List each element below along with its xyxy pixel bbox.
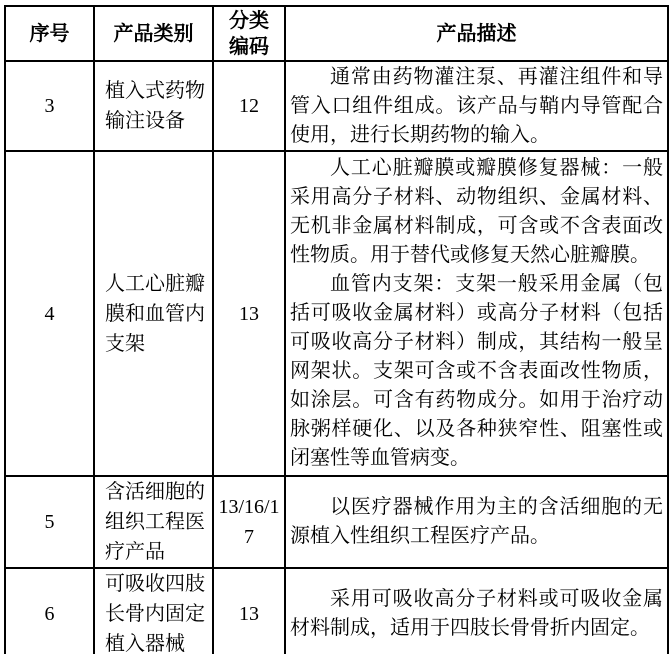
description-paragraph: 血管内支架：支架一般采用金属（包括可吸收金属材料）或高分子材料（包括可吸收高分子材料）制成，其结构一般呈网架状。支架可含或不含表面改性物质，如涂层。可含有药物成分。如用于治疗动脉粥样硬化、以及各种狭窄性、阻塞性或闭塞性等血管病变。 bbox=[290, 273, 663, 469]
description-paragraph: 以医疗器械作用为主的含活细胞的无源植入性组织工程医疗产品。 bbox=[290, 496, 663, 547]
cell-product-description bbox=[285, 151, 668, 476]
cell-product-description bbox=[285, 61, 668, 151]
column-header-product-category: 产品类别 bbox=[94, 6, 213, 61]
cell-product-category: 人工心脏瓣膜和血管内支架 bbox=[94, 151, 213, 476]
cell-product-category: 含活细胞的组织工程医疗产品 bbox=[94, 476, 213, 568]
cell-product-description bbox=[285, 476, 668, 568]
table-row bbox=[5, 568, 668, 654]
table-row bbox=[5, 476, 668, 568]
description-paragraph: 人工心脏瓣膜或瓣膜修复器械：一般采用高分子材料、动物组织、金属材料、无机非金属材料制成，可含或不含表面改性物质。用于替代或修复天然心脏瓣膜。 bbox=[290, 157, 663, 266]
cell-product-description bbox=[285, 568, 668, 654]
cell-serial-number: 5 bbox=[5, 476, 94, 568]
description-paragraph: 采用可吸收高分子材料或可吸收金属材料制成，适用于四肢长骨骨折内固定。 bbox=[290, 588, 663, 639]
cell-serial-number: 6 bbox=[5, 568, 94, 654]
column-header-serial-number: 序号 bbox=[5, 6, 94, 61]
cell-classification-code: 13/16/17 bbox=[213, 476, 285, 568]
cell-classification-code: 13 bbox=[213, 151, 285, 476]
product-classification-table bbox=[4, 5, 669, 654]
table-row bbox=[5, 151, 668, 476]
cell-product-category: 植入式药物输注设备 bbox=[94, 61, 213, 151]
cell-product-category: 可吸收四肢长骨内固定植入器械 bbox=[94, 568, 213, 654]
column-header-product-description: 产品描述 bbox=[285, 6, 668, 61]
table-row bbox=[5, 61, 668, 151]
description-paragraph: 通常由药物灌注泵、再灌注组件和导管入口组件组成。该产品与鞘内导管配合使用，进行长期药物的输入。 bbox=[290, 65, 663, 146]
cell-classification-code: 12 bbox=[213, 61, 285, 151]
column-header-classification-code: 分类编码 bbox=[213, 6, 285, 61]
cell-serial-number: 4 bbox=[5, 151, 94, 476]
table-header-row bbox=[5, 6, 668, 61]
cell-serial-number: 3 bbox=[5, 61, 94, 151]
cell-classification-code: 13 bbox=[213, 568, 285, 654]
